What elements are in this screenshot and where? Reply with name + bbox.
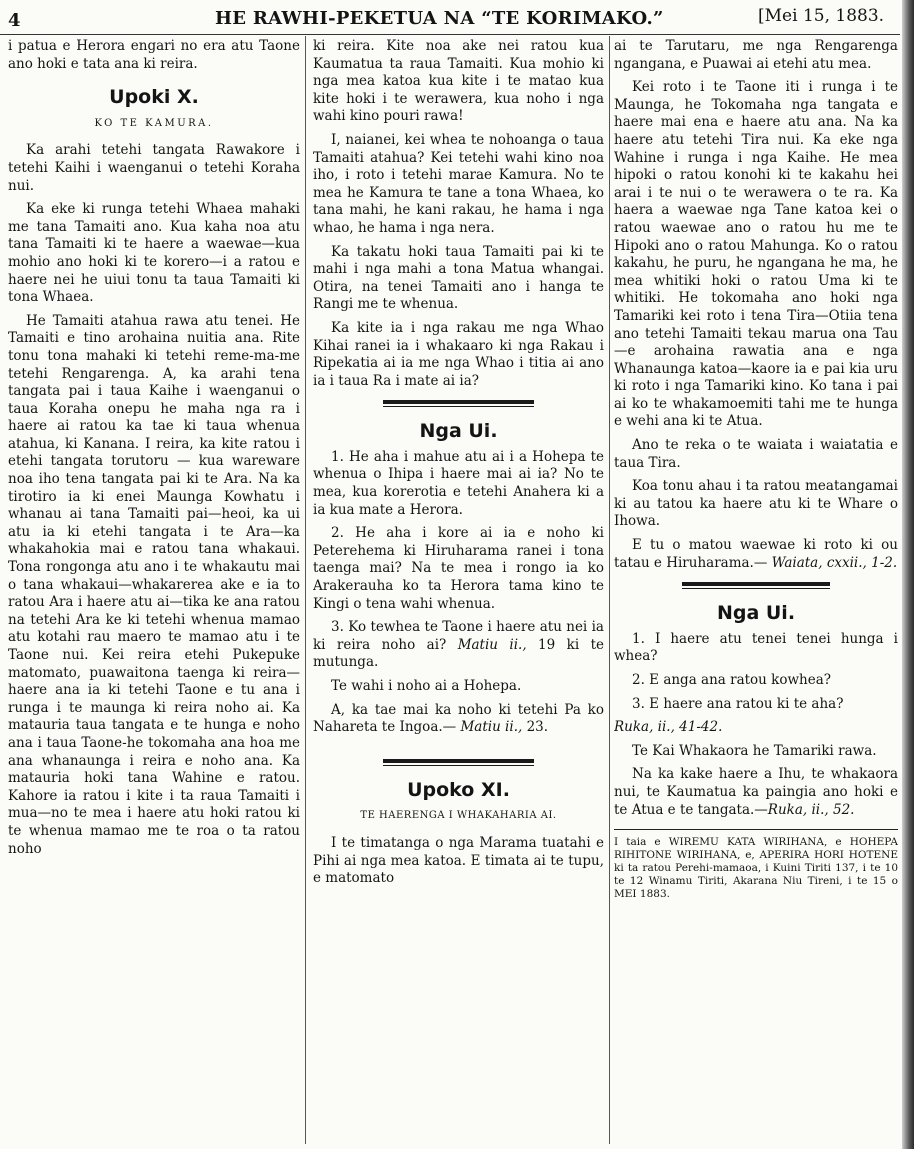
chapter-heading: Upoki X. — [109, 86, 199, 109]
scripture-reference: Matiu ii., — [457, 636, 527, 653]
answer: Te wahi i noho ai a Hohepa. — [331, 678, 522, 694]
section-divider — [383, 400, 534, 404]
page-header — [0, 4, 914, 34]
section-divider — [682, 588, 830, 589]
paragraph: I, naianei, kei whea te nohoanga o taua Tamaiti atahua? Kei tetehi wahi kino noa iho, i roto i tetehi marae Kamura. No te mea he Kamura te tane a tona Whaea, ko tana mahi, he kani rakau, he hama i nga whao, he hama i nga nera. — [313, 131, 604, 236]
paragraph: Kei roto i te Taone iti i runga i te Maunga, he Tokomaha nga tangata e haere mai ena e haere atu ana. Na ka haere atu tetehi Tira nui. Ka eke nga Wahine i runga i nga Kaihe. He mea hipoki o ratou konohi ki te kakahu hei arai i te nui o te werawera o te ra. Ka haera a waewae nga Tane katoa kei o ratou waewae ano o ratou hu me te Hipoki ano o ratou Mahunga. Ko o ratou kakahu, he puru, he ngangana he ma, he mea whitiki hoki o ratou Uma ki te whitiki. He tokomaha ano hoki nga Tamariki kei roto i tena Tira—Otiia tena ano tetehi Tamaiti tekau marua ona Tau—e arohaina rawatia ana e nga Whanaunga katoa—kaore ia e pai kia uru ki roto i nga Tamariki kino. Ko tana i pai ai ko te whakamoemiti tahi me te hunga e wehi ana ki te Atua. — [614, 79, 898, 430]
chapter-subtitle: TE HAERENGA I WHAKAHARIA AI. — [360, 810, 557, 822]
scripture-reference: Waiata, cxxii., 1-2. — [771, 554, 898, 571]
paragraph: E tu o matou waewae ki roto ki ou tatau e Hiruharama.— Waiata, cxxii., 1-2. — [614, 537, 898, 571]
paragraph: Ka eke ki runga tetehi Whaea mahaki me tana Tamaiti ano. Kua kaha noa atu tana Tamaiti ki te haere a waewae—kua mohio ano hoki ki te korero—i a ratou e haere nei he uiui tonu ta taua Tamaiti ki tona Whaea. — [8, 201, 300, 306]
issue-date: [Mei 15, 1883. — [758, 6, 885, 26]
section-divider — [682, 582, 830, 586]
paragraph: ki reira. Kite noa ake nei ratou kua Kaumatua ta raua Tamaiti. Kua mohio ki nga mea katoa kua kite i te matao kua kite hoki i te werawera, kua noho i nga wahi kino pouri rawa! — [313, 38, 604, 125]
imprint-rule — [614, 829, 898, 830]
column-rule — [305, 36, 306, 1144]
questions-heading: Nga Ui. — [419, 420, 498, 443]
question-3: 3. Ko tewhea te Taone i haere atu nei ia ki reira noho ai? Matiu ii., 19 ki te mutunga. — [313, 619, 604, 671]
scripture-reference: Ruka, ii., 41-42. — [614, 719, 723, 736]
section-divider — [383, 406, 534, 407]
scripture-reference: Ruka, ii., 52. — [767, 801, 855, 818]
paragraph: Ka takatu hoki taua Tamaiti pai ki te mahi i nga mahi a tona Matua whangai. Otira, na tenei Tamaiti ano i hanga te Rangi me te whenua. — [313, 243, 604, 313]
column-1 — [8, 38, 300, 1143]
printer-imprint: I taia e WIREMU KATA WIRIHANA, e HOHEPA RIHITONE WIRIHANA, e, APERIRA HORI HOTENE ki ta ratou Perehi-mamaoa, i Kuini Tiriti 137, i te 10 te 12 Winamu Tiriti, Akarana Niu Tireni, i te 15 o MEI 1883. — [614, 836, 898, 901]
paragraph: i patua e Herora engari no era atu Taone ano hoki e tata ana ki reira. — [8, 38, 300, 72]
question-1: 1. He aha i mahue atu ai i a Hohepa te whenua o Ihipa i haere mai ai ia? No te mea, kua korerotia e tetehi Anahera ki a ia kua mate a Herora. — [313, 448, 604, 518]
paragraph: Koa tonu ahau i ta ratou meatangamai ki au tatou ka haere atu ki te Whare o Ihowa. — [614, 478, 898, 530]
binding-edge — [902, 0, 914, 1149]
questions-heading: Nga Ui. — [716, 602, 796, 625]
column-rule — [609, 36, 610, 1144]
paragraph: Ano te reka o te waiata i waiatatia e taua Tira. — [614, 437, 898, 471]
column-2 — [313, 38, 604, 1143]
question-1: 1. I haere atu tenei tenei hunga i whea? — [614, 630, 898, 665]
chapter-subtitle: KO TE KAMURA. — [94, 117, 214, 129]
section-divider — [383, 759, 534, 763]
header-rule — [0, 34, 900, 35]
scripture-reference: Matiu ii., — [460, 719, 523, 736]
column-3 — [614, 38, 898, 1143]
chapter-heading: Upoko XI. — [407, 778, 510, 801]
paragraph: Na ka kake haere a Ihu, te whakaora nui, te Kaumatua ka paingia ano hoki e te Atua e te tangata.—Ruka, ii., 52. — [614, 766, 898, 818]
section-divider — [383, 765, 534, 766]
question-3: 3. E haere ana ratou ki te aha? — [632, 695, 844, 712]
running-title: HE RAWHI-PEKETUA NA “TE KORIMAKO.” — [215, 8, 664, 29]
paragraph: He Tamaiti atahua rawa atu tenei. He Tamaiti e tino arohaina nuitia ana. Rite tonu tona mahaki ki tetehi reme-ma-me tetehi Rengarenga. A, ka arahi tena tangata pai i taua Kaihe i waenganui o taua Koraha onepu he maha nga ra i haere ai ratou ka tae ki taua whenua atahua, ki Kanana. I reira, ka kite ratou i etehi tangata torutoru — kua wareware noa iho tena tangata pai ki te Ara. Na ka tirotiro ia ki enei Maunga Kowhatu i whanau ai tana Tamaiti pai—heoi, ka ui atu ia ki etehi tangata i te Ara—ka whakahokia mai e ratou tana whakaui. Tona rongonga atu ano i te whakautu mai o tana whakaui—whakarerea ake e ia to ratou Ara i haere atu ai—tika ke ana ratou na tetehi Ara ke ki tetehi whenua mamao atu kotahi rau maero te mamao atu i te Taone nui. Kei reira etehi Pukepuke matomato, puawaitona taenga ki reira—haere ana ia ki tetehi Taone e tu ana i runga i te maunga ki reira noho ai. Ka matauria taua tangata e te hunga e noho ana i taua Taone-he tokomaha ana hoa me ana whanaunga i reira e noho ana. Ka matauria hoki tana Wahine e ratou. Kahore ia ratou i kite i ta raua Tamaiti i mua—no te mea i haere atu hoki ratou ki te whenua mamao me te roa o ta ratou noho — [8, 312, 300, 857]
question-2: 2. He aha i kore ai ia e noho ki Peterehema ki Hiruharama ranei i tona taenga mai? Na te mea i rongo ia ko Arakerauha ko ta Herora tama kino te Kingi o tena wahi whenua. — [313, 525, 604, 612]
paragraph: I te timatanga o nga Marama tuatahi e Pihi ai nga mea katoa. E timata ai te tupu, e matomato — [313, 834, 604, 887]
paragraph: Te Kai Whakaora he Tamariki rawa. — [632, 742, 877, 759]
page-number: 4 — [8, 10, 21, 31]
paragraph: Ka arahi tetehi tangata Rawakore i tetehi Kaihi i waenganui o tetehi Koraha nui. — [8, 142, 300, 194]
paragraph: Ka kite ia i nga rakau me nga Whao Kihai ranei ia i whakaaro ki nga Rakau i Ripekatia ai ia me nga Whao i titia ai ano ia i taua Ra i mate ai ia? — [313, 319, 604, 389]
paragraph: ai te Tarutaru, me nga Rengarenga ngangana, e Puawai ai etehi atu mea. — [614, 38, 898, 72]
question-2: 2. E anga ana ratou kowhea? — [632, 672, 831, 688]
answer: A, ka tae mai ka noho ki tetehi Pa ko Nahareta te Ingoa.— Matiu ii., 23. — [313, 701, 604, 736]
